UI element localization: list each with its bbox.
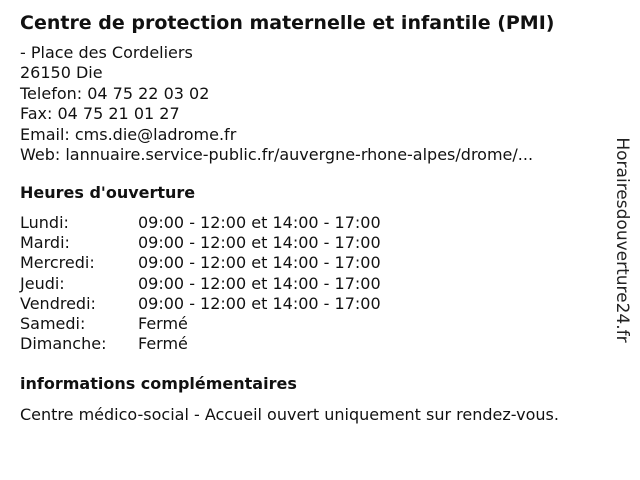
day-label: Samedi: xyxy=(20,313,86,333)
fax-line: Fax: 04 75 21 01 27 xyxy=(20,104,180,124)
day-label: Lundi: xyxy=(20,213,69,232)
day-label: Jeudi: xyxy=(20,273,65,293)
web-line: Web: lannuaire.service-public.fr/auvergne-rhone-alpes/drome/... xyxy=(20,144,534,164)
info-heading: informations complémentaires xyxy=(20,374,297,393)
hours-value: Fermé xyxy=(138,334,188,354)
day-label: Dimanche: xyxy=(20,334,107,354)
hours-value: 09:00 - 12:00 et 14:00 - 17:00 xyxy=(138,273,381,293)
hours-value: 09:00 - 12:00 et 14:00 - 17:00 xyxy=(138,253,381,273)
info-text: Centre médico-social - Accueil ouvert uniquement sur rendez-vous. xyxy=(20,405,559,424)
phone-line: Telefon: 04 75 22 03 02 xyxy=(20,83,210,103)
city-line: 26150 Die xyxy=(20,63,103,83)
day-label: Mercredi: xyxy=(20,253,95,273)
contact-block xyxy=(20,43,533,165)
day-label: Mardi: xyxy=(20,233,70,253)
hours-value: 09:00 - 12:00 et 14:00 - 17:00 xyxy=(138,213,381,232)
hours-value: 09:00 - 12:00 et 14:00 - 17:00 xyxy=(138,293,381,313)
email-line: Email: cms.die@ladrome.fr xyxy=(20,124,237,144)
address-line: - Place des Cordeliers xyxy=(20,43,193,62)
hours-value: 09:00 - 12:00 et 14:00 - 17:00 xyxy=(138,233,381,253)
day-label: Vendredi: xyxy=(20,293,96,313)
hours-value: Fermé xyxy=(138,313,188,333)
site-watermark: Horairesdouverture24.fr xyxy=(612,137,632,343)
page-title: Centre de protection maternelle et infantile (PMI) xyxy=(20,12,555,34)
hours-heading: Heures d'ouverture xyxy=(20,183,196,202)
